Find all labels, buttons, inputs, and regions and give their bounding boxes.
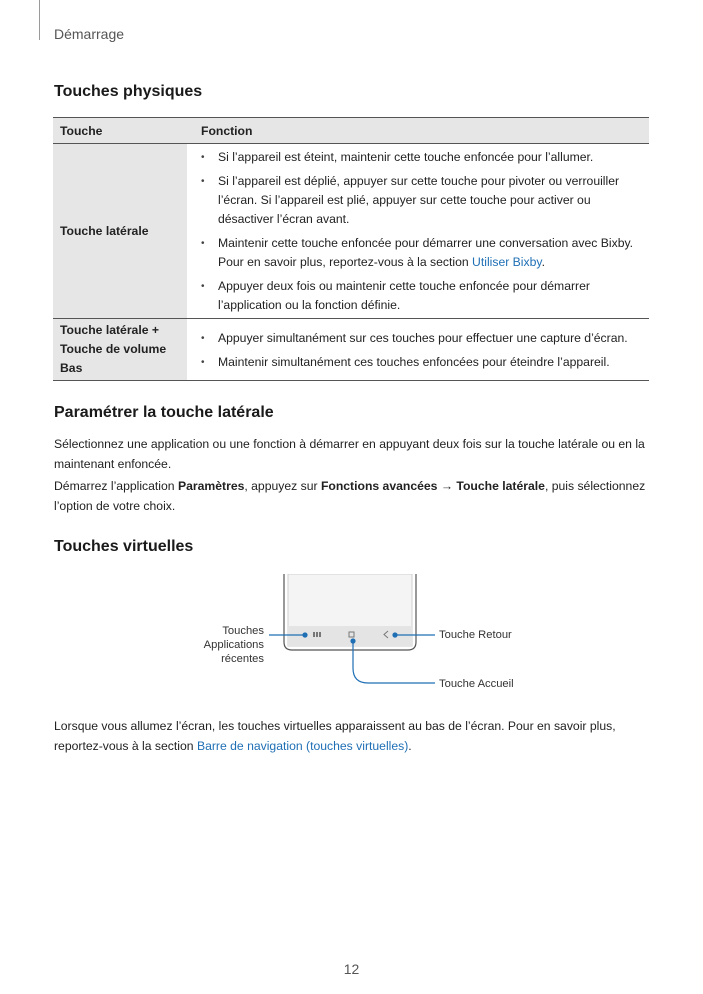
section-title-side-key: Paramétrer la touche latérale <box>54 404 274 421</box>
table-row <box>53 144 649 319</box>
label-home-key: Touche Accueil <box>439 678 514 690</box>
text: Démarrez l’application <box>54 479 178 493</box>
key-name: Touche latérale + Touche de volume Bas <box>53 319 187 381</box>
menu-path-settings: Paramètres <box>177 479 245 493</box>
list-item-suffix: . <box>541 255 545 269</box>
label-back-key: Touche Retour <box>439 629 512 641</box>
section-title-virtual-keys: Touches virtuelles <box>54 538 194 555</box>
label-recent-apps: Touches Applications récentes <box>203 625 264 665</box>
list-item-text: Maintenir cette touche enfoncée pour démarrer une conversation avec Bixby. Pour en savoir plus, reportez-vous à la section <box>218 236 634 269</box>
list-item <box>201 234 643 272</box>
table-row <box>53 319 649 381</box>
text: , appuyez sur <box>244 479 321 493</box>
menu-path-advanced: Fonctions avancées <box>320 479 438 493</box>
paragraph-side-key-intro: Sélectionnez une application ou une fonction à démarrer en appuyant deux fois sur la touche latérale ou en la maintenant enfoncée. <box>54 437 645 471</box>
arrow: → <box>437 479 457 493</box>
column-header-key: Touche <box>53 118 187 144</box>
paragraph-side-key-steps <box>54 477 649 516</box>
text: . <box>408 738 412 753</box>
paragraph-virtual-keys <box>54 717 649 756</box>
menu-path-side-key: Touche latérale <box>456 479 545 493</box>
column-header-function: Fonction <box>187 118 649 144</box>
link-utiliser-bixby[interactable]: Utiliser Bixby <box>472 255 542 269</box>
chapter-title: Démarrage <box>54 26 125 42</box>
list-item: • Si l’appareil est éteint, maintenir cette touche enfoncée pour l’allumer. <box>201 148 643 167</box>
physical-keys-table <box>53 117 649 381</box>
link-navigation-bar[interactable]: Barre de navigation (touches virtuelles) <box>196 738 409 753</box>
text: , puis sélectionnez l’option de votre choix. <box>54 479 646 513</box>
margin-rule <box>39 0 40 40</box>
page-number: 12 <box>343 961 360 977</box>
key-functions <box>187 144 649 319</box>
list-item: • Appuyer simultanément sur ces touches pour effectuer une capture d’écran. <box>201 329 643 348</box>
key-name: Touche latérale <box>53 144 187 319</box>
text: Lorsque vous allumez l’écran, les touches virtuelles apparaissent au bas de l’écran. Pour en savoir plus, reportez-vous à la section <box>54 719 616 753</box>
callout-lines <box>260 620 440 690</box>
list-item: • Si l’appareil est déplié, appuyer sur cette touche pour pivoter ou verrouiller l’écran. Si l’appareil est plié, appuyer sur cette touche pour activer ou désactiver l’écran avant. <box>201 172 643 229</box>
key-functions <box>187 319 649 381</box>
section-title-physical-keys: Touches physiques <box>54 83 203 100</box>
list-item: • Maintenir simultanément ces touches enfoncées pour éteindre l’appareil. <box>201 353 643 372</box>
list-item: • Appuyer deux fois ou maintenir cette touche enfoncée pour démarrer l’application ou la fonction définie. <box>201 277 643 315</box>
